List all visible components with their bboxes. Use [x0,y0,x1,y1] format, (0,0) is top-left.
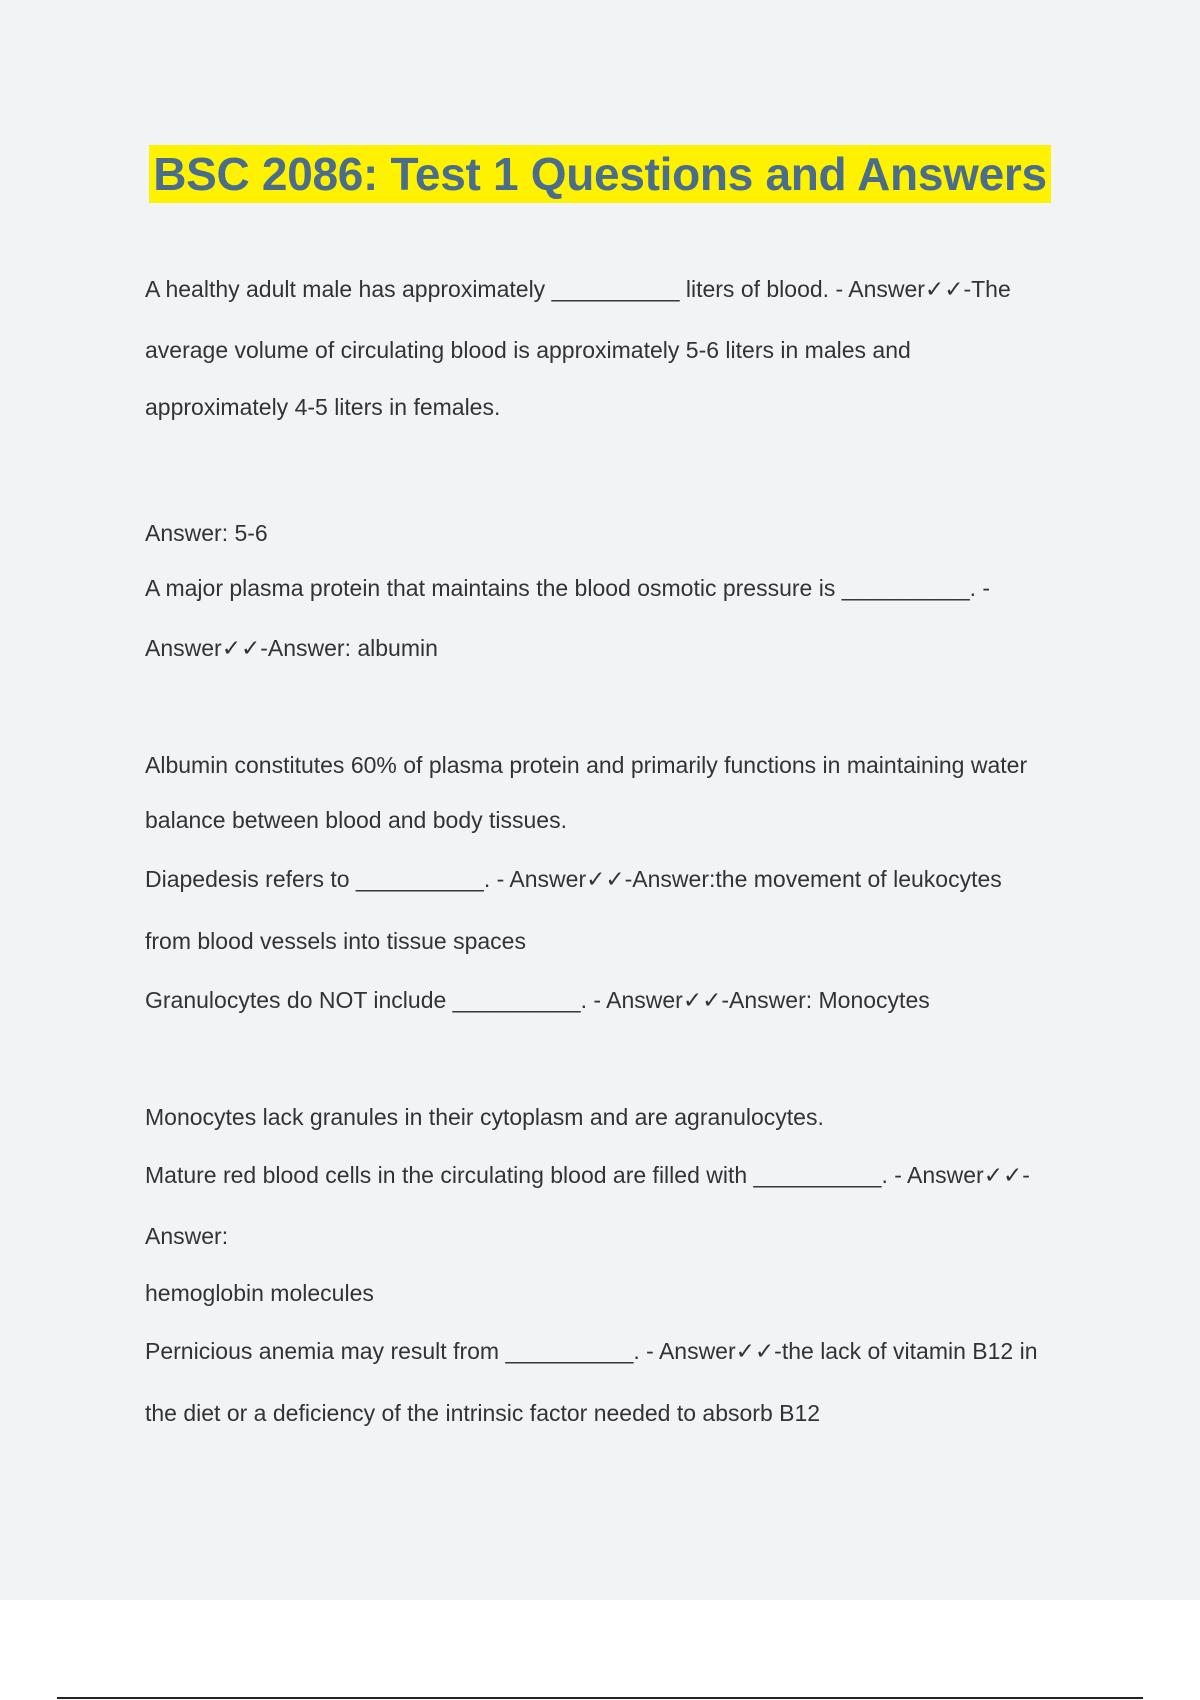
text-line: from blood vessels into tissue spaces [145,928,526,954]
title-container [0,145,1200,203]
text-line: the diet or a deficiency of the intrinsic factor needed to absorb B12 [145,1400,821,1426]
text-line: Albumin constitutes 60% of plasma protein and primarily functions in maintaining water [145,752,1028,778]
text-line: Monocytes lack granules in their cytoplasm and are agranulocytes. [145,1104,824,1130]
text-line: hemoglobin molecules [145,1280,374,1306]
text-line: Granulocytes do NOT include __________. - Answer✓✓-Answer: Monocytes [145,987,930,1013]
text-line: Mature red blood cells in the circulating blood are filled with __________. - Answer✓✓- [145,1162,1030,1188]
text-line: balance between blood and body tissues. [145,807,567,833]
text-line: A healthy adult male has approximately __________ liters of blood. - Answer✓✓-The [145,276,1011,302]
text-line: Answer: [145,1223,229,1249]
text-line: Answer: 5-6 [145,520,268,546]
document-title: BSC 2086: Test 1 Questions and Answers [149,145,1051,203]
text-line: average volume of circulating blood is approximately 5-6 liters in males and [145,337,911,363]
text-line: Pernicious anemia may result from __________. - Answer✓✓-the lack of vitamin B12 in [145,1338,1038,1364]
text-line: approximately 4-5 liters in females. [145,394,501,420]
footer-rule [57,1697,1143,1699]
text-line: A major plasma protein that maintains the blood osmotic pressure is __________. - [145,575,991,601]
text-line: Diapedesis refers to __________. - Answer✓✓-Answer:the movement of leukocytes [145,866,1002,892]
text-line: Answer✓✓-Answer: albumin [145,635,438,661]
